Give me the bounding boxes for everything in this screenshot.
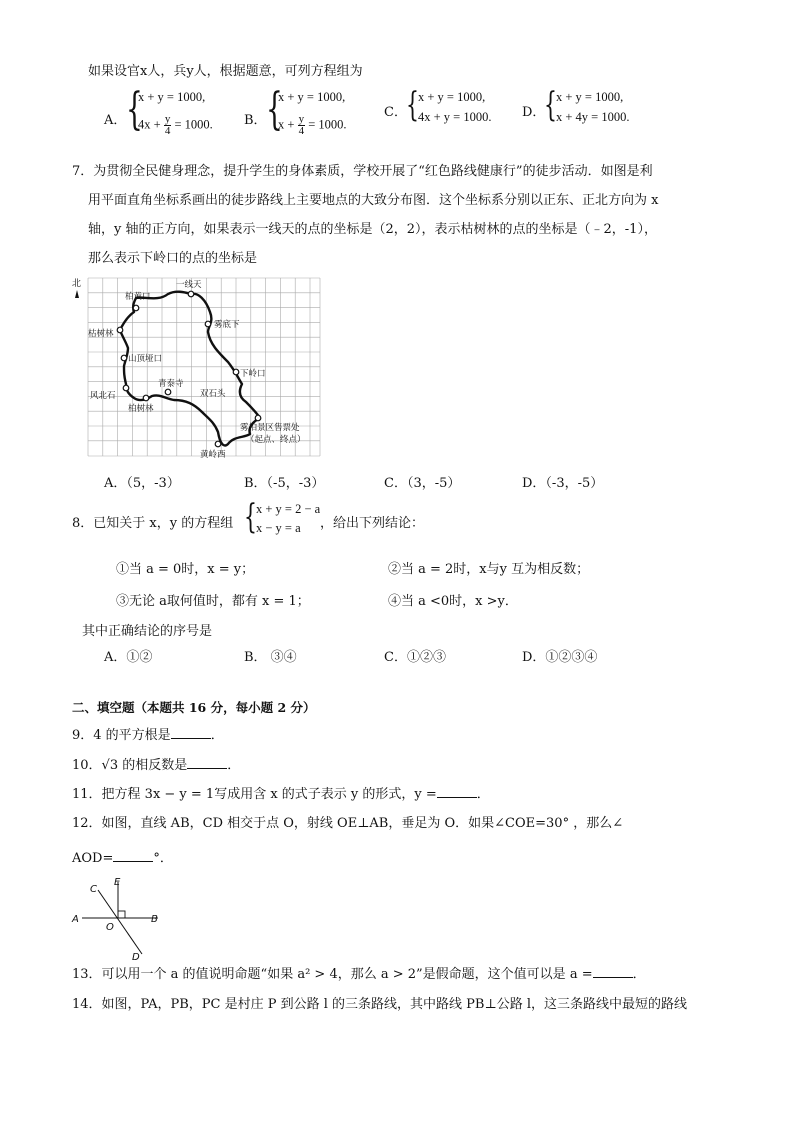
label-a: A [72, 914, 79, 925]
numerator: y [164, 113, 171, 125]
label-b: B [151, 914, 158, 925]
fraction [164, 114, 172, 137]
place-ticket-office: 雾柏景区售票处 [240, 423, 300, 433]
q8-conclusion-2: ②当 a = 2时，x与y 互为相反数； [388, 562, 590, 577]
north-arrow-icon [75, 290, 79, 298]
q8-conclusion-3: ③无论 a取何值时，都有 x = 1； [116, 594, 310, 609]
q7-option-c: C．（3，-5） [384, 476, 461, 491]
place-huanglingxi: 黄岭西 [200, 450, 226, 460]
q12-line2 [72, 847, 173, 866]
place-qingtaisi: 青泰寺 [158, 379, 184, 389]
q8-option-a: A．①② [104, 650, 153, 665]
q11-end: ． [476, 787, 490, 802]
q6-option-d-system: { x + y = 1000, x + 4y = 1000. [544, 85, 630, 125]
place-fengbeishi: 风北石 [90, 391, 116, 401]
denominator: 4 [164, 125, 171, 137]
q6-option-a-system: { x + y = 1000, 4x + $\frac{y}{4}$ = 1000. [126, 84, 213, 137]
section-2-heading: 二、填空题（本题共 16 分，每小题 2 分） [72, 700, 316, 715]
q8-intro-a: 8．已知关于 x，y 的方程组 [72, 516, 234, 531]
q9 [72, 724, 224, 743]
q12-end: °． [153, 851, 173, 866]
denominator: 4 [298, 125, 305, 137]
fraction [298, 114, 306, 137]
eq-frac-line [278, 114, 347, 137]
q13-text: 13．可以用一个 a 的值说明命题“如果 a² > 4，那么 a > 2”是假命题，这个值可以是 a = [72, 967, 593, 982]
numerator: y [298, 113, 305, 125]
north-label: 北 [72, 279, 82, 289]
place-xialingkou: 下岭口 [240, 369, 266, 379]
place-baihuangkou: 柏黄口 [125, 292, 151, 302]
label-e: E [114, 877, 121, 888]
q8-conclusion-1: ①当 a = 0时，x = y； [116, 562, 255, 577]
eq: x + y = 1000, [556, 90, 624, 104]
label-o: O [106, 922, 114, 933]
q12-answer-blank [113, 849, 153, 862]
q13 [72, 963, 646, 982]
q11-answer-blank [437, 785, 477, 798]
q11 [72, 783, 490, 802]
eq-part: 4x + [138, 117, 161, 132]
route-path [120, 292, 260, 446]
q10-number: 10． [72, 758, 102, 773]
q6-option-a-label: A． [104, 113, 127, 128]
q7-option-d: D．（-3，-5） [522, 476, 604, 491]
q10-end: ． [227, 758, 241, 773]
place-shuangshitou: 双石头 [200, 389, 226, 399]
place-yixiantian: 一线天 [176, 280, 202, 290]
q7-option-a: A．（5，-3） [104, 476, 180, 491]
place-kushulin: 枯树林 [88, 329, 114, 339]
hiking-route-map [68, 272, 324, 464]
q8-system: { x + y = 2 − a x − y = a [244, 497, 321, 537]
q11-text: 11．把方程 3x − y = 1写成用含 x 的式子表示 y 的形式，y = [72, 787, 437, 802]
place-start-end: （起点、终点） [246, 435, 306, 445]
q14-line1: 14．如图，PA，PB，PC 是村庄 P 到公路 l 的三条路线，其中路线 PB⊥公路 l，这三条路线中最短的路线 [72, 997, 687, 1012]
q8-option-b: B． ③④ [244, 650, 297, 665]
eq-part: = 1000. [174, 117, 213, 132]
eq: x + y = 1000, [138, 90, 206, 104]
q10-text: 的相反数是 [118, 758, 188, 773]
q12-aod: AOD= [72, 851, 114, 866]
eq: x + y = 2 − a [256, 502, 321, 516]
q6-option-b-system: { x + y = 1000, x + $\frac{y}{4}$ = 1000. [266, 84, 347, 137]
q12-line1: 12．如图，直线 AB，CD 相交于点 O，射线 OE⊥AB，垂足为 O．如果∠COE=30° ，那么∠ [72, 816, 624, 831]
q8-ask: 其中正确结论的序号是 [82, 624, 213, 639]
q6-option-c-system: { x + y = 1000, 4x + y = 1000. [406, 85, 492, 125]
q7-line4: 那么表示下岭口的点的坐标是 [88, 251, 258, 266]
q8-conclusion-4: ④当 a <0时，x >y． [388, 594, 518, 609]
q8-option-c: C．①②③ [384, 650, 446, 665]
q9-end: ． [210, 728, 224, 743]
eq: 4x + y = 1000. [418, 110, 492, 124]
eq: x − y = a [256, 521, 301, 535]
eq: x + 4y = 1000. [556, 110, 630, 124]
q10 [72, 754, 240, 773]
eq: x + y = 1000, [278, 90, 346, 104]
q7-line3: 轴，y 轴的正方向，如果表示一线天的点的坐标是（2，2），表示枯树林的点的坐标是（﹣2，-1）， [88, 222, 657, 237]
q6-option-c-label: C． [384, 105, 407, 120]
line-cd [98, 890, 142, 954]
q6-intro: 如果设官x人，兵y人，根据题意，可列方程组为 [88, 64, 363, 79]
eq-part: x + [278, 117, 295, 132]
q6-option-d-label: D． [522, 105, 546, 120]
q10-answer-blank [187, 756, 227, 769]
q8-intro-b: ，给出下列结论： [320, 516, 425, 531]
label-c: C [90, 884, 97, 895]
place-wudixia: 雾底下 [214, 320, 240, 330]
q6-option-b-label: B． [244, 113, 267, 128]
eq: x + y = 1000, [418, 90, 486, 104]
q7-option-b: B．（-5，-3） [244, 476, 325, 491]
place-baishulin: 柏树林 [128, 404, 154, 414]
right-angle-mark [118, 911, 125, 918]
eq-part: = 1000. [308, 117, 347, 132]
q8-option-d: D．①②③④ [522, 650, 598, 665]
q10-sqrt: √3 [101, 758, 119, 773]
eq-frac-line [138, 114, 213, 137]
label-d: D [132, 952, 140, 962]
place-shanding-yakou: 山顶垭口 [128, 354, 163, 364]
q13-answer-blank [593, 965, 633, 978]
q7-line2: 用平面直角坐标系画出的徒步路线上主要地点的大致分布图．这个坐标系分别以正东、正北方向为 x [88, 193, 659, 208]
q13-end: ． [632, 967, 646, 982]
q7-line1: 7．为贯彻全民健身理念，提升学生的身体素质，学校开展了“红色路线健康行”的徒步活动．如图是利 [72, 164, 653, 179]
q9-text: 9．4 的平方根是 [72, 728, 171, 743]
q9-answer-blank [171, 726, 211, 739]
q12-figure [68, 874, 178, 962]
